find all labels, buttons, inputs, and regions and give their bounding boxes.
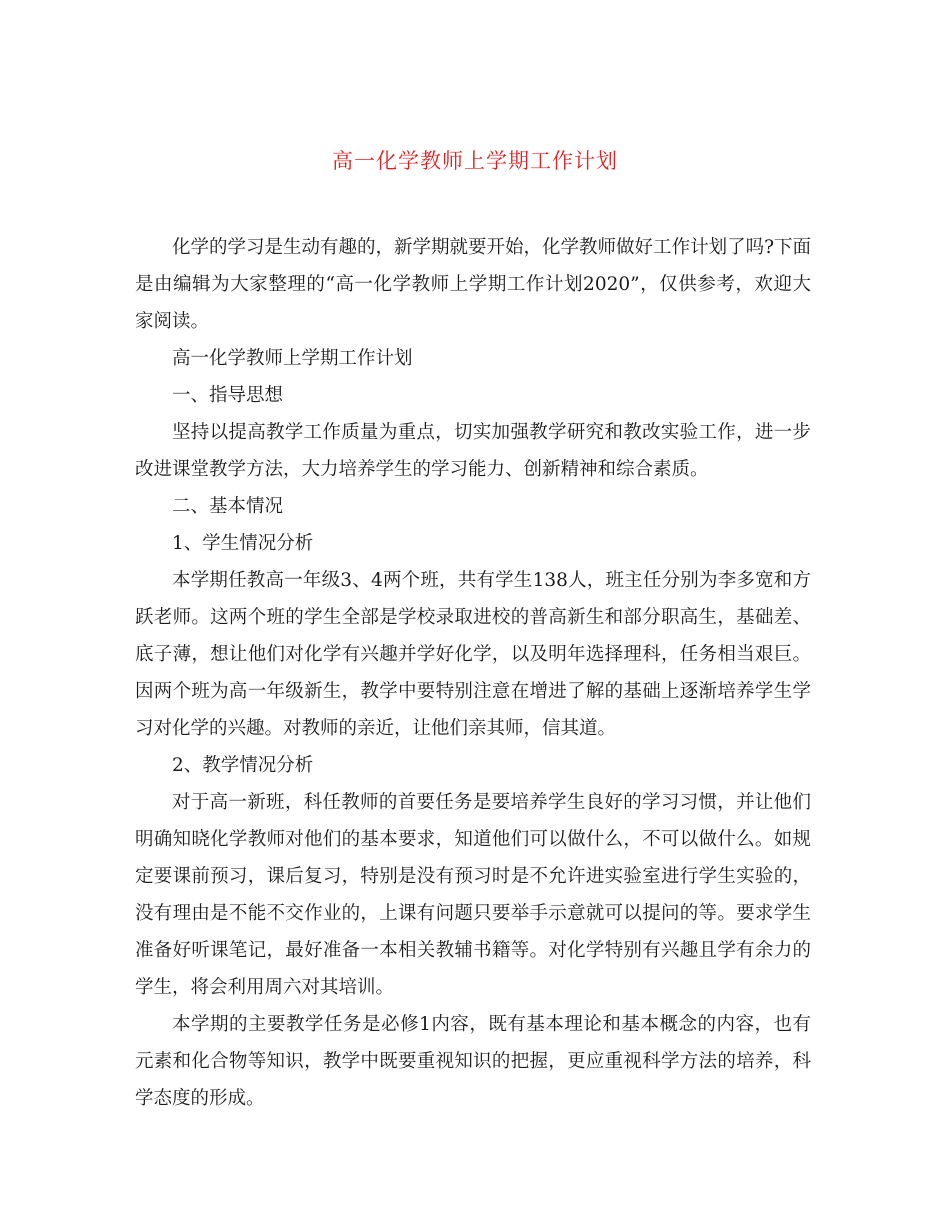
heading-student-analysis: 1、学生情况分析 <box>172 533 314 554</box>
paragraph-subtitle: 高一化学教师上学期工作计划 <box>172 348 413 369</box>
paragraph-student-analysis: 本学期任教高一年级3、4两个班，共有学生138人，班主任分别为李多宽和方跃老师。这两个班的学生全部是学校录取进校的普高新生和部分职高生，基础差、底子薄，想让他们对化学有兴趣并学好化学，以及明年选择理科，任务相当艰巨。因两个班为高一年级新生，教学中要特别注意在增进了解的基础上逐渐培养学生学习对化学的兴趣。对教师的亲近，让他们亲其师，信其道。 <box>135 570 811 739</box>
heading-teaching-analysis: 2、教学情况分析 <box>172 755 314 776</box>
heading-basic-situation: 二、基本情况 <box>172 496 284 517</box>
paragraph-intro: 化学的学习是生动有趣的，新学期就要开始，化学教师做好工作计划了吗?下面是由编辑为大家整理的“高一化学教师上学期工作计划2020”，仅供参考，欢迎大家阅读。 <box>135 237 811 332</box>
paragraph-guiding-thought: 坚持以提高教学工作质量为重点，切实加强教学研究和教改实验工作，进一步改进课堂教学方法，大力培养学生的学习能力、创新精神和综合素质。 <box>135 422 811 480</box>
paragraph-main-tasks: 本学期的主要教学任务是必修1内容，既有基本理论和基本概念的内容，也有元素和化合物等知识，教学中既要重视知识的把握，更应重视科学方法的培养，科学态度的形成。 <box>135 1014 811 1109</box>
heading-guiding-thought: 一、指导思想 <box>172 385 284 406</box>
document-body <box>135 229 811 1117</box>
document-title: 高一化学教师上学期工作计划 <box>332 149 618 173</box>
paragraph-teaching-analysis: 对于高一新班，科任教师的首要任务是要培养学生良好的学习习惯，并让他们明确知晓化学教师对他们的基本要求，知道他们可以做什么，不可以做什么。如规定要课前预习，课后复习，特别是没有预习时是不允许进实验室进行学生实验的，没有理由是不能不交作业的，上课有问题只要举手示意就可以提问的等。要求学生准备好听课笔记，最好准备一本相关教辅书籍等。对化学特别有兴趣且学有余力的学生，将会利用周六对其培训。 <box>135 792 811 998</box>
